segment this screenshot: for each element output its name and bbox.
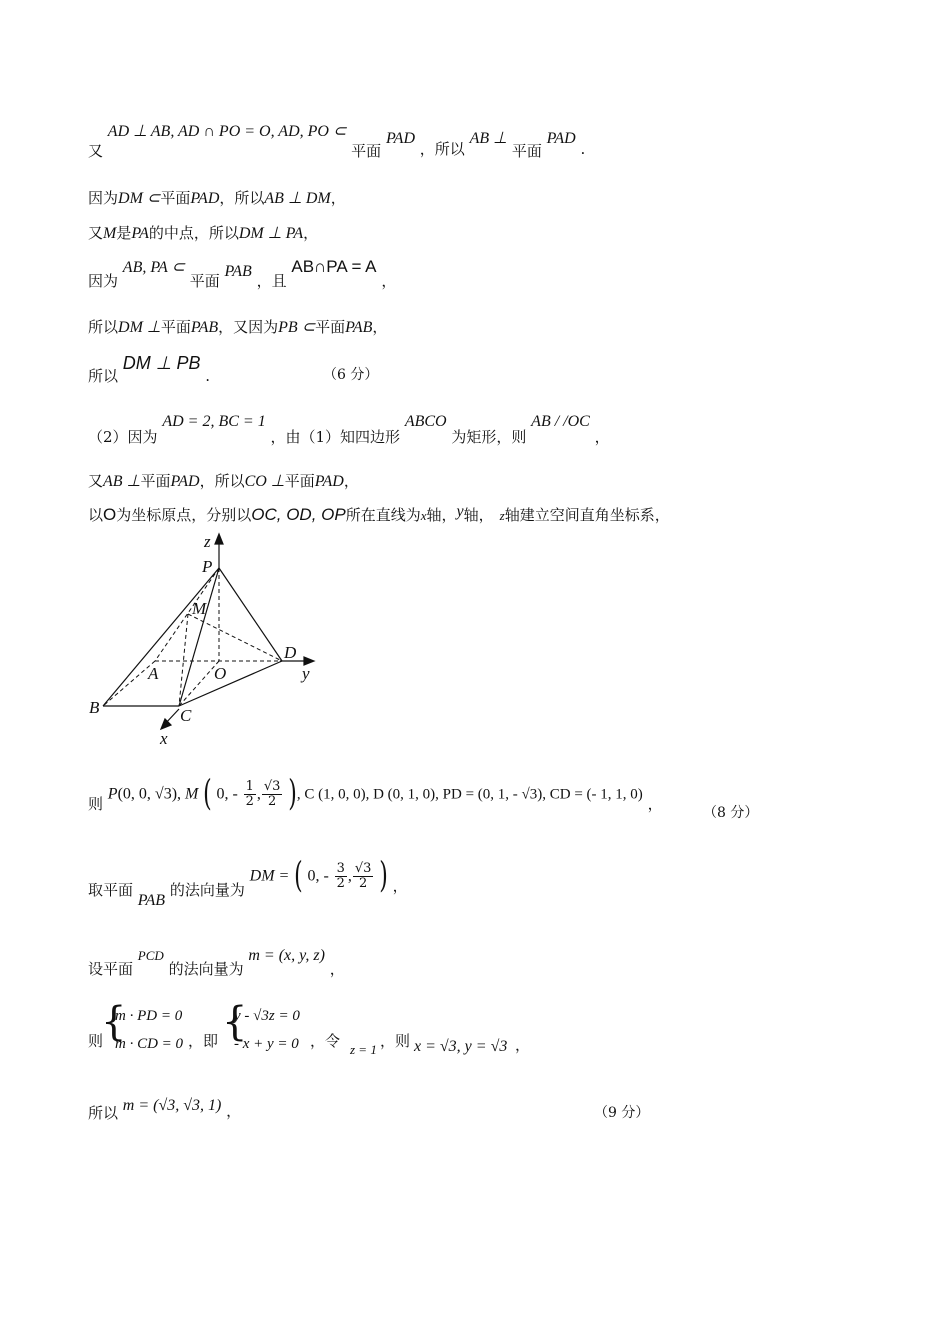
system-1-row-2: m · CD = 0 bbox=[115, 1036, 184, 1052]
line-10 bbox=[88, 774, 663, 815]
math-expression: M bbox=[185, 785, 199, 803]
math-expression: DM ⊥ bbox=[118, 319, 161, 336]
comma: , bbox=[256, 785, 261, 803]
math-expression: , C (1, 0, 0), D (0, 1, 0), PD = (0, 1, - √3), CD = (- 1, 1, 0) bbox=[296, 786, 643, 803]
math-expression: M bbox=[103, 225, 117, 242]
text: ，由（1）知四边形 bbox=[270, 428, 401, 446]
text: 以 bbox=[88, 506, 104, 524]
text: ， bbox=[226, 1102, 242, 1120]
math-expression: PB ⊂ bbox=[278, 319, 316, 336]
label-O: O bbox=[214, 664, 227, 683]
text: 则 bbox=[88, 1032, 104, 1050]
text: . bbox=[580, 140, 586, 158]
text: 为矩形，则 bbox=[451, 428, 527, 446]
text: 所以 bbox=[88, 1104, 119, 1122]
numerator: √3 bbox=[263, 779, 281, 794]
math-expression: CO ⊥ bbox=[244, 473, 285, 490]
math-expression: 0, - bbox=[216, 785, 238, 803]
text: 因为 bbox=[88, 272, 119, 290]
text: 轴， bbox=[463, 506, 494, 524]
text: ， bbox=[594, 428, 610, 446]
edge-PA bbox=[155, 568, 219, 661]
text: 轴建立空间直角坐标系， bbox=[504, 506, 670, 524]
line-12 bbox=[88, 944, 345, 978]
left-brace: { bbox=[222, 999, 248, 1045]
text: ， bbox=[329, 960, 345, 978]
score-6: （6 分） bbox=[323, 367, 379, 383]
text: ， bbox=[515, 1036, 531, 1054]
line-9 bbox=[88, 504, 670, 525]
text: ，令 bbox=[310, 1032, 341, 1050]
line-3 bbox=[88, 222, 318, 243]
edge-MD bbox=[188, 614, 282, 661]
text: 所以 bbox=[88, 367, 119, 385]
text: ， bbox=[303, 224, 319, 242]
math-expression: PAB bbox=[137, 891, 166, 909]
text: 平面 bbox=[140, 472, 171, 490]
text: 平面 bbox=[315, 318, 346, 336]
text: ，所以 bbox=[219, 189, 265, 207]
label-M: M bbox=[192, 599, 207, 618]
math-expression: x = √3, y = √3 bbox=[414, 1038, 508, 1055]
text: 平面 bbox=[511, 142, 542, 160]
edge-CD bbox=[179, 661, 282, 706]
text: ， bbox=[343, 472, 359, 490]
text: 为坐标原点，分别以 bbox=[116, 506, 252, 524]
fraction bbox=[244, 780, 256, 809]
text: 设平面 bbox=[88, 960, 134, 978]
math-expression: O bbox=[103, 505, 117, 524]
math-expression: PA bbox=[131, 225, 149, 242]
math-expression: OC, OD, OP bbox=[251, 505, 346, 524]
paren: ( bbox=[294, 856, 303, 897]
pyramid-figure bbox=[80, 530, 330, 750]
system-2-row-1: y - √3z = 0 bbox=[234, 1008, 300, 1024]
line-4 bbox=[88, 256, 397, 290]
math-expression: AB ⊥ bbox=[103, 473, 141, 490]
text: 取平面 bbox=[88, 880, 134, 899]
math-expression: PAB bbox=[190, 319, 219, 336]
math-expression: PAB bbox=[224, 263, 252, 280]
line-1 bbox=[88, 123, 586, 160]
label-y: y bbox=[302, 664, 310, 683]
line-11 bbox=[88, 856, 408, 909]
line-5 bbox=[88, 316, 387, 337]
text: 的中点，所以 bbox=[148, 224, 239, 242]
text: ， bbox=[647, 794, 663, 813]
text: 平面 bbox=[189, 272, 220, 290]
text: ，所以 bbox=[199, 472, 245, 490]
paren: ) bbox=[288, 774, 297, 815]
text: 的法向量为 bbox=[168, 960, 244, 978]
system-1-row-1: m · PD = 0 bbox=[115, 1008, 183, 1024]
math-expression: AB / /OC bbox=[531, 413, 590, 430]
math-expression: (0, 0, √3), bbox=[117, 785, 186, 803]
denominator: 2 bbox=[268, 794, 277, 809]
math-expression: DM ⊥ PA bbox=[238, 225, 304, 242]
math-expression: z bbox=[499, 508, 505, 523]
line-14 bbox=[88, 1094, 242, 1122]
label-x: x bbox=[160, 729, 168, 748]
numerator: 3 bbox=[336, 861, 345, 876]
label-D: D bbox=[284, 643, 297, 662]
label-P: P bbox=[202, 557, 213, 576]
label-A: A bbox=[148, 664, 159, 683]
fraction bbox=[353, 862, 374, 891]
math-expression: PAD bbox=[546, 130, 576, 147]
text: 又 bbox=[88, 472, 104, 490]
line-7 bbox=[88, 410, 610, 446]
text: ， bbox=[392, 876, 408, 895]
math-expression: DM = bbox=[249, 867, 290, 885]
denominator: 2 bbox=[359, 876, 368, 891]
math-expression: PAD bbox=[314, 473, 344, 490]
text: ，所以 bbox=[419, 140, 465, 158]
comma: , bbox=[347, 867, 352, 885]
numerator: 1 bbox=[245, 779, 254, 794]
math-expression: AB ⊥ DM bbox=[264, 190, 331, 207]
text: ，则 bbox=[380, 1032, 411, 1050]
label-B: B bbox=[89, 698, 100, 717]
math-expression: DM ⊂ bbox=[118, 190, 161, 207]
text: 平面 bbox=[160, 189, 191, 207]
math-expression: AD ⊥ AB, AD ∩ PO = O, AD, PO ⊂ bbox=[107, 123, 347, 140]
edge-PC bbox=[179, 568, 219, 706]
text: ， bbox=[381, 272, 397, 290]
math-expression: y bbox=[456, 503, 464, 520]
text: ， bbox=[330, 189, 346, 207]
text: 又 bbox=[88, 224, 104, 242]
text: 又 bbox=[88, 142, 104, 160]
math-expression: x bbox=[420, 508, 427, 523]
edge-PB bbox=[103, 568, 219, 706]
math-expression: AD = 2, BC = 1 bbox=[162, 413, 266, 430]
math-expression: PCD bbox=[137, 948, 164, 963]
label-C: C bbox=[180, 706, 192, 725]
text: 是 bbox=[116, 224, 132, 242]
math-expression: AB ⊥ bbox=[469, 130, 508, 147]
paren: ( bbox=[203, 774, 212, 815]
label-z: z bbox=[204, 532, 211, 551]
math-expression: 0, - bbox=[307, 867, 329, 885]
edge-PD bbox=[219, 568, 282, 661]
text: ，即 bbox=[188, 1032, 219, 1050]
line-2 bbox=[88, 187, 346, 208]
fraction bbox=[335, 862, 347, 891]
score-9: （9 分） bbox=[594, 1105, 650, 1121]
text: ，且 bbox=[256, 272, 287, 290]
x-axis-arrow bbox=[161, 719, 171, 729]
math-expression: m = (x, y, z) bbox=[248, 947, 325, 964]
math-expression: m = (√3, √3, 1) bbox=[122, 1097, 222, 1114]
math-expression: ABCO bbox=[404, 413, 447, 430]
numerator: √3 bbox=[354, 861, 372, 876]
paren: ) bbox=[379, 856, 388, 897]
text: 轴， bbox=[426, 506, 457, 524]
text: （2）因为 bbox=[88, 428, 158, 446]
math-expression: PAD bbox=[170, 473, 200, 490]
score-8: （8 分） bbox=[703, 805, 759, 821]
text: 平面 bbox=[284, 472, 315, 490]
text: 所在直线为 bbox=[345, 506, 421, 524]
text: 平面 bbox=[160, 318, 191, 336]
text: 则 bbox=[88, 794, 104, 813]
left-brace: { bbox=[101, 999, 127, 1045]
line-6 bbox=[88, 353, 211, 385]
denominator: 2 bbox=[336, 876, 345, 891]
fraction bbox=[262, 780, 283, 809]
math-expression: z = 1 bbox=[350, 1042, 377, 1057]
line-8 bbox=[88, 470, 359, 491]
text: 所以 bbox=[88, 318, 119, 336]
z-axis-arrow bbox=[215, 534, 223, 544]
text: . bbox=[205, 367, 211, 385]
text: 平面 bbox=[351, 142, 382, 160]
math-expression: AB∩PA = A bbox=[291, 257, 377, 276]
math-expression: P bbox=[107, 785, 118, 803]
math-expression: PAD bbox=[190, 190, 220, 207]
text: 的法向量为 bbox=[169, 880, 245, 899]
math-expression: PAD bbox=[385, 130, 415, 147]
system-2-row-2: - x + y = 0 bbox=[234, 1036, 299, 1052]
math-expression: AB, PA ⊂ bbox=[122, 259, 185, 276]
text: ， bbox=[372, 318, 388, 336]
math-expression: PAB bbox=[345, 319, 373, 336]
math-expression: DM ⊥ PB bbox=[122, 353, 201, 373]
text: 因为 bbox=[88, 189, 119, 207]
text: ，又因为 bbox=[218, 318, 279, 336]
denominator: 2 bbox=[245, 794, 254, 809]
